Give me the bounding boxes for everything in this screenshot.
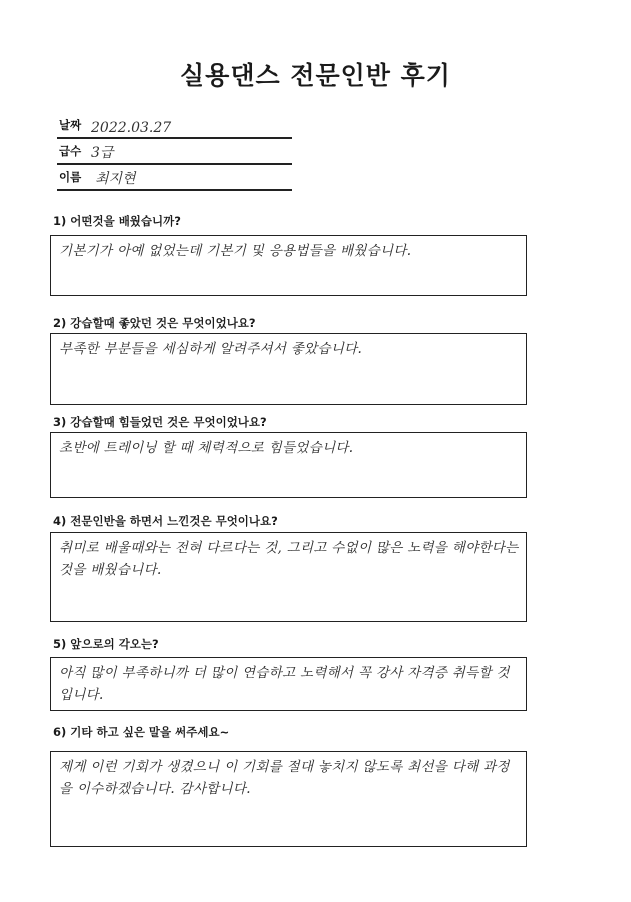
answer-box-5 (50, 657, 527, 711)
answer-2: 부족한 부분들을 세심하게 알려주셔서 좋았습니다. (59, 341, 363, 357)
name-field (57, 167, 292, 191)
question-3: 3) 강습할때 힘들었던 것은 무엇이었나요? (53, 415, 267, 429)
grade-label: 급수 (59, 144, 82, 158)
answer-box-2 (50, 333, 527, 405)
name-label: 이름 (59, 170, 82, 184)
answer-box-4 (50, 532, 527, 622)
question-5: 5) 앞으로의 각오는? (53, 637, 159, 651)
question-1: 1) 어떤것을 배웠습니까? (53, 214, 181, 228)
name-value: 최지현 (95, 171, 136, 187)
answer-3: 초반에 트레이닝 할 때 체력적으로 힘들었습니다. (59, 440, 354, 456)
answer-6: 제게 이런 기회가 생겼으니 이 기회를 절대 놓치지 않도록 최선을 다해 과정을 이수하겠습니다. 감사합니다. (59, 759, 510, 797)
answer-box-1 (50, 235, 527, 296)
date-value: 2022.03.27 (91, 120, 172, 136)
answer-4: 취미로 배울때와는 전혀 다르다는 것, 그리고 수없이 많은 노력을 해야한다는 것을 배웠습니다. (59, 540, 519, 578)
question-4: 4) 전문인반을 하면서 느낀것은 무엇이나요? (53, 514, 278, 528)
question-6: 6) 기타 하고 싶은 말을 써주세요~ (53, 725, 230, 739)
answer-box-3 (50, 432, 527, 498)
question-2: 2) 강습할때 좋았던 것은 무엇이었나요? (53, 316, 256, 330)
date-label: 날짜 (59, 118, 82, 132)
answer-box-6 (50, 751, 527, 847)
date-field (57, 115, 292, 139)
grade-value: 3급 (91, 145, 114, 161)
answer-5: 아직 많이 부족하니까 더 많이 연습하고 노력해서 꼭 강사 자격증 취득할 것 입니다. (59, 665, 510, 703)
answer-1: 기본기가 아예 없었는데 기본기 및 응용법들을 배웠습니다. (59, 243, 412, 259)
form-title: 실용댄스 전문인반 후기 (180, 61, 451, 90)
grade-field (57, 141, 292, 165)
